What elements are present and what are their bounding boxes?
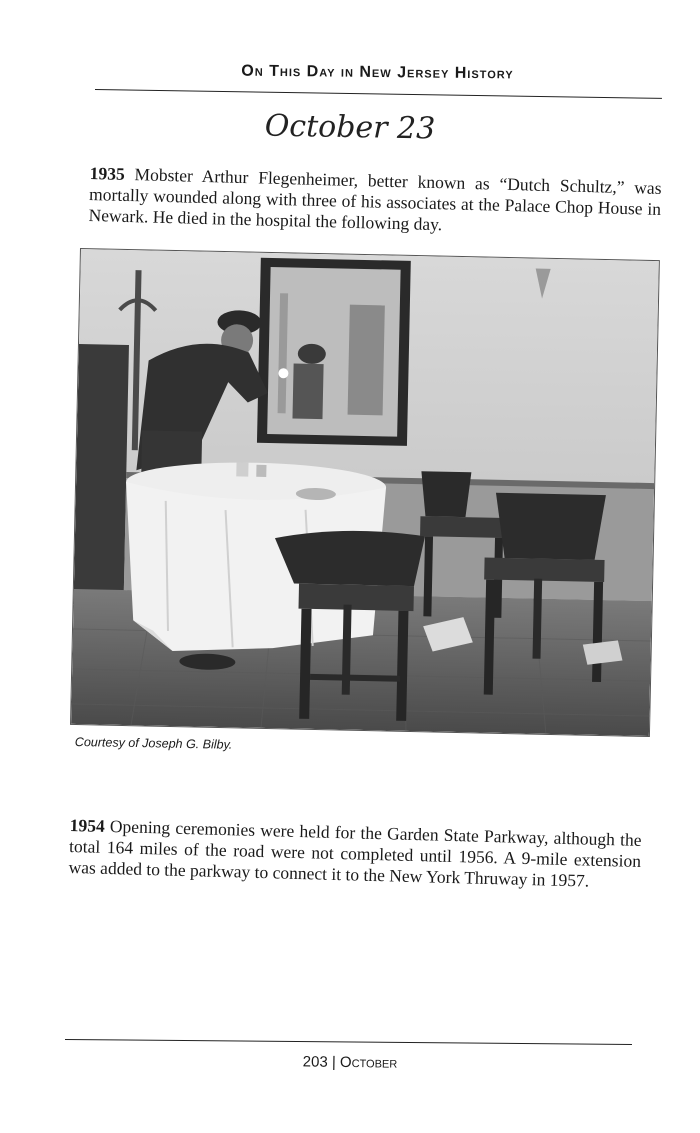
entry-1954 xyxy=(68,815,641,893)
date-title: October 23 xyxy=(264,108,436,147)
entry-year: 1954 xyxy=(69,815,105,836)
entry-text: Mobster Arthur Flegenheimer, better known as “Dutch Schultz,” was mortally wounded along with three of his associates at the Palace Chop House in Newark. He died in the hospital the following day. xyxy=(88,163,662,235)
folio-separator: | xyxy=(327,1053,341,1071)
photo-caption: Courtesy of Joseph G. Bilby. xyxy=(74,735,233,752)
header-rule xyxy=(95,89,662,99)
running-head: On This Day in New Jersey History xyxy=(241,62,514,83)
page-folio xyxy=(0,1049,700,1076)
page-number: 203 xyxy=(302,1053,328,1071)
entry-text: Opening ceremonies were held for the Garden State Parkway, although the total 164 miles of the road were not completed until 1956. A 9-mile extension was added to the parkway to connect it to the New York Thruway in 1957. xyxy=(68,815,642,891)
footer-rule xyxy=(65,1039,632,1045)
entry-1935 xyxy=(88,163,661,241)
entry-year: 1935 xyxy=(89,163,125,184)
crime-scene-photo xyxy=(70,248,660,737)
section-name: October xyxy=(339,1053,398,1072)
